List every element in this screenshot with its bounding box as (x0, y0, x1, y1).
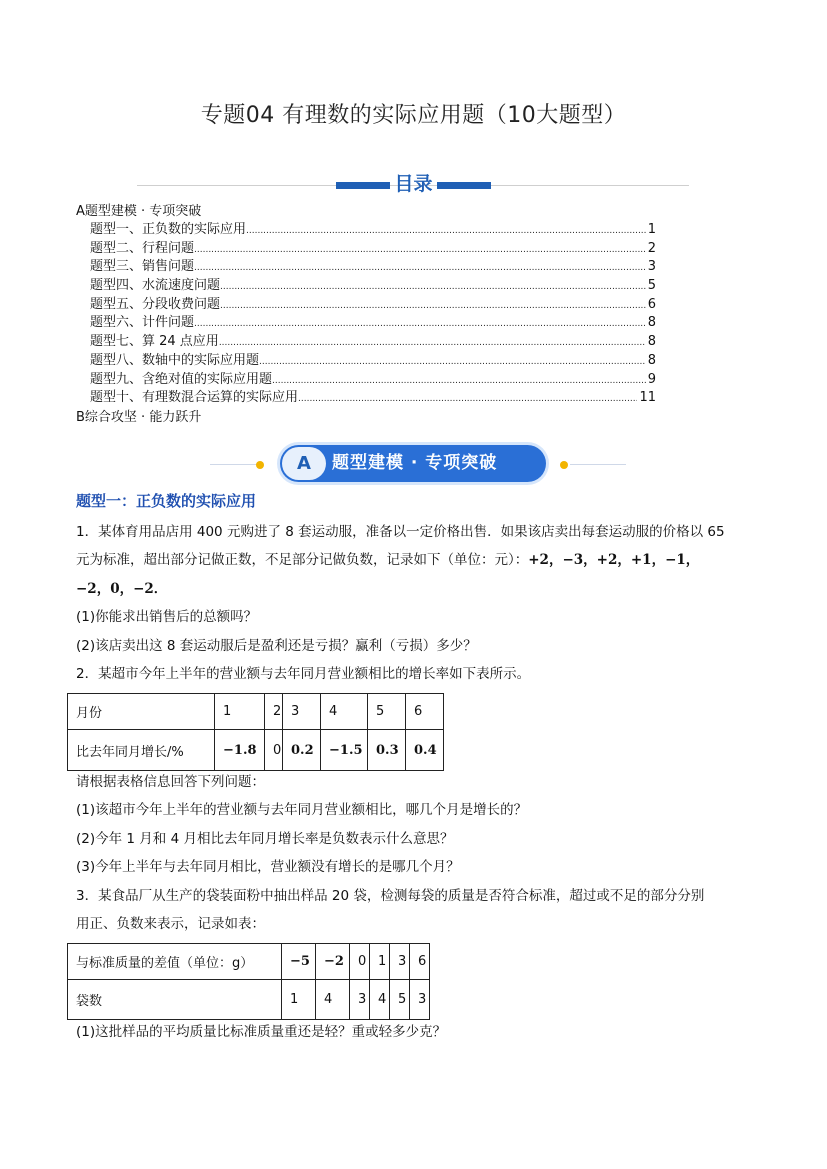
toc-entry[interactable]: 题型八、数轴中的实际应用题 ..... 8 (76, 352, 656, 371)
table-cell: 6 (410, 944, 430, 980)
page-title: 专题04 有理数的实际应用题（10大题型） (200, 103, 627, 128)
table-header-cell: 月份 (68, 694, 215, 730)
table-cell: 0.4 (406, 730, 444, 771)
toc-entry[interactable]: 题型九、含绝对值的实际应用题 ..... 9 (76, 371, 656, 390)
q1-text-line1: 1．某体育用品店用 400 元购进了 8 套运动服，准备以一定价格出售．如果该店卖出每套运动服的价格以 65 (76, 524, 725, 540)
q3-text-line2: 用正、负数来表示，记录如表： (76, 916, 265, 932)
table-cell: 3 (410, 980, 430, 1020)
banner-text: 题型建模 · 专项突破 (332, 453, 498, 473)
topic-heading: 题型一：正负数的实际应用 (76, 492, 257, 510)
toc-entry[interactable]: 题型四、水流速度问题 ..... 5 (76, 277, 656, 296)
q2-prompt: 请根据表格信息回答下列问题： (76, 774, 265, 790)
table-row (68, 980, 430, 1020)
q2-text: 2．某超市今年上半年的营业额与去年同月营业额相比的增长率如下表所示。 (76, 666, 531, 682)
table-header-cell: 比去年同月增长/% (68, 730, 215, 771)
table-cell: 0.3 (368, 730, 406, 771)
q1-sub2: (2)该店卖出这 8 套运动服后是盈利还是亏损？赢利（亏损）多少？ (76, 638, 477, 654)
banner-letter: A (282, 447, 326, 480)
q2-growth-table (67, 693, 444, 771)
q3-sub1: (1)这批样品的平均质量比标准质量重还是轻？重或轻多少克？ (76, 1024, 447, 1040)
banner-line-left (210, 464, 262, 465)
q1-sub1: (1)你能求出销售后的总额吗？ (76, 609, 258, 625)
table-cell: −5 (282, 944, 316, 980)
table-row (68, 944, 430, 980)
q3-weight-table (67, 943, 430, 1020)
banner-dot-right (560, 461, 568, 469)
toc-entry[interactable]: 题型三、销售问题 ..... 3 (76, 258, 656, 277)
table-cell: −1.5 (321, 730, 368, 771)
banner-dot-left (256, 461, 264, 469)
toc-entry[interactable]: 题型五、分段收费问题 ..... 6 (76, 296, 656, 315)
table-cell: 1 (215, 694, 265, 730)
table-cell: 4 (370, 980, 390, 1020)
q1-values-cont: −2，0，−2． (76, 581, 168, 597)
table-cell: 4 (321, 694, 368, 730)
table-cell: 1 (282, 980, 316, 1020)
table-cell: 0.2 (283, 730, 321, 771)
table-cell: −1.8 (215, 730, 265, 771)
table-cell: 3 (350, 980, 370, 1020)
toc-entry[interactable]: 题型七、算 24 点应用 ..... 8 (76, 333, 656, 352)
q2-sub1: (1)该超市今年上半年的营业额与去年同月营业额相比，哪几个月是增长的？ (76, 802, 528, 818)
table-cell: 4 (316, 980, 350, 1020)
table-cell: 0 (350, 944, 370, 980)
toc-entry[interactable]: 题型六、计件问题 ..... 8 (76, 314, 656, 333)
toc-bar-left (336, 182, 390, 189)
table-of-contents (76, 202, 656, 427)
toc-heading: 目录 (394, 173, 433, 195)
table-header-cell: 袋数 (68, 980, 282, 1020)
table-row (68, 694, 444, 730)
table-cell: 6 (406, 694, 444, 730)
toc-entry[interactable]: 题型二、行程问题 ..... 2 (76, 240, 656, 259)
toc-entry[interactable]: 题型一、正负数的实际应用 ..... 1 (76, 221, 656, 240)
toc-bar-right (437, 182, 491, 189)
q3-text-line1: 3．某食品厂从生产的袋装面粉中抽出样品 20 袋，检测每袋的质量是否符合标准，超过或不足的部分分别 (76, 888, 705, 904)
table-cell: 5 (390, 980, 410, 1020)
section-a-banner (280, 445, 546, 482)
banner-line-right (570, 464, 626, 465)
table-cell: 3 (283, 694, 321, 730)
q1-text-line2: 元为标准，超出部分记做正数，不足部分记做负数，记录如下（单位：元）：+2，−3，+2，+1，−1， (76, 552, 700, 568)
q2-sub2: (2)今年 1 月和 4 月相比去年同月增长率是负数表示什么意思？ (76, 831, 454, 847)
toc-section-a[interactable]: A题型建模 · 专项突破 (76, 204, 202, 219)
table-cell: 3 (390, 944, 410, 980)
table-cell: 2 (265, 694, 283, 730)
table-cell: −2 (316, 944, 350, 980)
q1-values: +2，−3，+2，+1，−1， (528, 552, 700, 568)
table-cell: 1 (370, 944, 390, 980)
toc-section-b[interactable]: B综合攻坚 · 能力跃升 (76, 409, 202, 425)
toc-entry[interactable]: 题型十、有理数混合运算的实际应用 ..... 11 (76, 389, 656, 408)
q2-sub3: (3)今年上半年与去年同月相比，营业额没有增长的是哪几个月？ (76, 859, 460, 875)
table-cell: 0 (265, 730, 283, 771)
table-cell: 5 (368, 694, 406, 730)
table-header-cell: 与标准质量的差值（单位：g） (68, 944, 282, 980)
table-row (68, 730, 444, 771)
